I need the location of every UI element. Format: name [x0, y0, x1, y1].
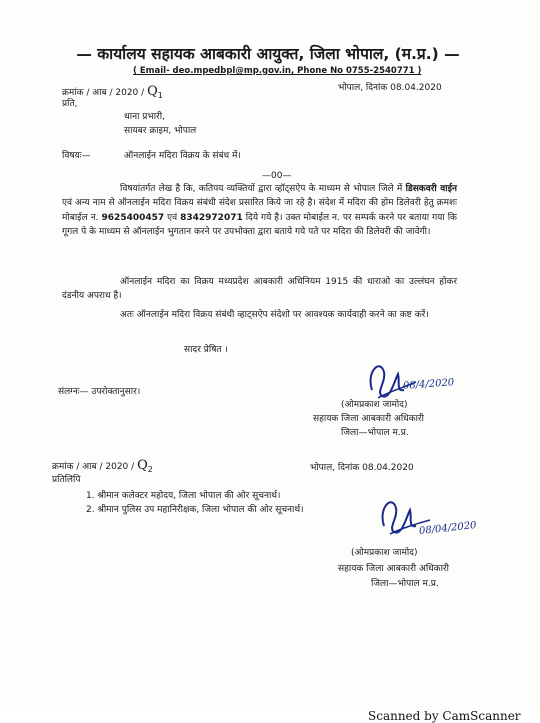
letter2-sig-name: (ओमप्रकाश जामोद)	[351, 548, 418, 558]
subject-text: ऑनलाईन मदिरा विक्रय के संबंध में।	[124, 151, 241, 161]
letter1-date: भोपाल, दिनांक 08.04.2020	[338, 83, 442, 93]
letter1-sig-place: जिला—भोपाल म.प्र.	[341, 428, 409, 438]
letter1-paragraph-3: अतः ऑनलाईन मदिरा विक्रय संबंधी व्हाट्सऐप संदेशो पर आवश्यक कार्यवाही करने का कष्ट करें।	[120, 310, 429, 320]
letter2-number-prefix: क्रमांक / आब / 2020 /	[52, 462, 135, 472]
letter1-number-prefix: क्रमांक / आब / 2020 /	[62, 88, 145, 98]
letter1-to-line2: सायबर क्राइम, भोपाल	[124, 126, 197, 136]
letter1-number-sub: 1	[157, 90, 163, 100]
letter1-to-line1: थाना प्रभारी,	[124, 112, 165, 122]
copy-label: प्रतिलिपि	[52, 475, 81, 485]
para1-bold-name: डिसकवरी वाईन	[405, 184, 458, 194]
letter1-paragraph-2: ऑनलाईन मदिरा का विक्रय मध्यप्रदेश आबकारी अधिनियम 1915 की धाराओ का उल्लंघन होकर दंडनीय अपराध है।	[62, 277, 457, 302]
letter2-date: भोपाल, दिनांक 08.04.2020	[310, 463, 414, 473]
subject-label: विषयः—	[62, 151, 91, 161]
letter2-number-handwritten: Q	[137, 458, 148, 473]
email-phone-line: ( Email- deo.mpedbpl@mp.gov.in, Phone No 0755-2540771 )	[133, 66, 422, 76]
para1-mobile-1: 9625400457	[101, 212, 165, 223]
enclosure-line: संलग्नः— उपरोक्तानुसार।	[58, 387, 141, 397]
letter1-to-label: प्रति,	[62, 99, 78, 109]
copy-item-2: 2. श्रीमान पुलिस उप महानिरीक्षक, जिला भोपाल की ओर सूचनार्थ।	[86, 505, 304, 515]
signature-2-date: 08/04/2020	[418, 520, 478, 537]
letter1-sig-name: (ओमप्रकाश जामोद)	[341, 400, 408, 410]
letter2-sig-title: सहायक जिला आबकारी अधिकारी	[338, 564, 449, 574]
copy-item-1: 1. श्रीमान कलेक्टर महोदय, जिला भोपाल की ओर सूचनार्थ।	[86, 491, 281, 501]
para1-part-b: एवं अन्य नाम से ऑनलाईन मदिरा विक्रय संबंधी संदेश प्रसारित किये जा रहे है। संदेश में मदिरा की होम डिलेवरी हेतु क्रमशः मोबाईल न.	[62, 198, 457, 223]
para1-part-d: दिये गये है। उक्त मोबाईल न. पर सम्पर्क करने पर बताया गया कि गूगल पे के माध्यम से ऑनलाईन भुगतान करने पर उपभोक्ता द्वारा बताये गये पते पर मदिरा की डिलेवरी की जावेगी।	[62, 212, 457, 237]
separator-mark: —00—	[262, 171, 292, 181]
para1-part-c: एवं	[167, 212, 178, 223]
letter2-number-sub: 2	[147, 464, 153, 474]
scanner-watermark: Scanned by CamScanner	[368, 709, 521, 723]
letter1-sig-title: सहायक जिला आबकारी अधिकारी	[313, 414, 424, 424]
para1-mobile-2: 8342972071	[180, 212, 243, 223]
office-header-title: — कार्यालय सहायक आबकारी आयुक्त, जिला भोपाल, (म.प्र.) —	[76, 45, 460, 63]
signature-1-date: 08/4/2020	[402, 377, 455, 392]
para1-part-a: विषयांतर्गत लेख है कि, कतिपय व्यक्तियों द्वारा व्हॉट्सऐप के माध्यम से भोपाल जिले में	[120, 184, 403, 194]
letter2-sig-place: जिला—भोपाल म.प्र.	[371, 579, 439, 589]
letter1-paragraph-1	[62, 182, 457, 239]
sadar-preshit: सादर प्रेषित ।	[184, 345, 228, 355]
letter1-number-handwritten: Q	[147, 84, 158, 99]
